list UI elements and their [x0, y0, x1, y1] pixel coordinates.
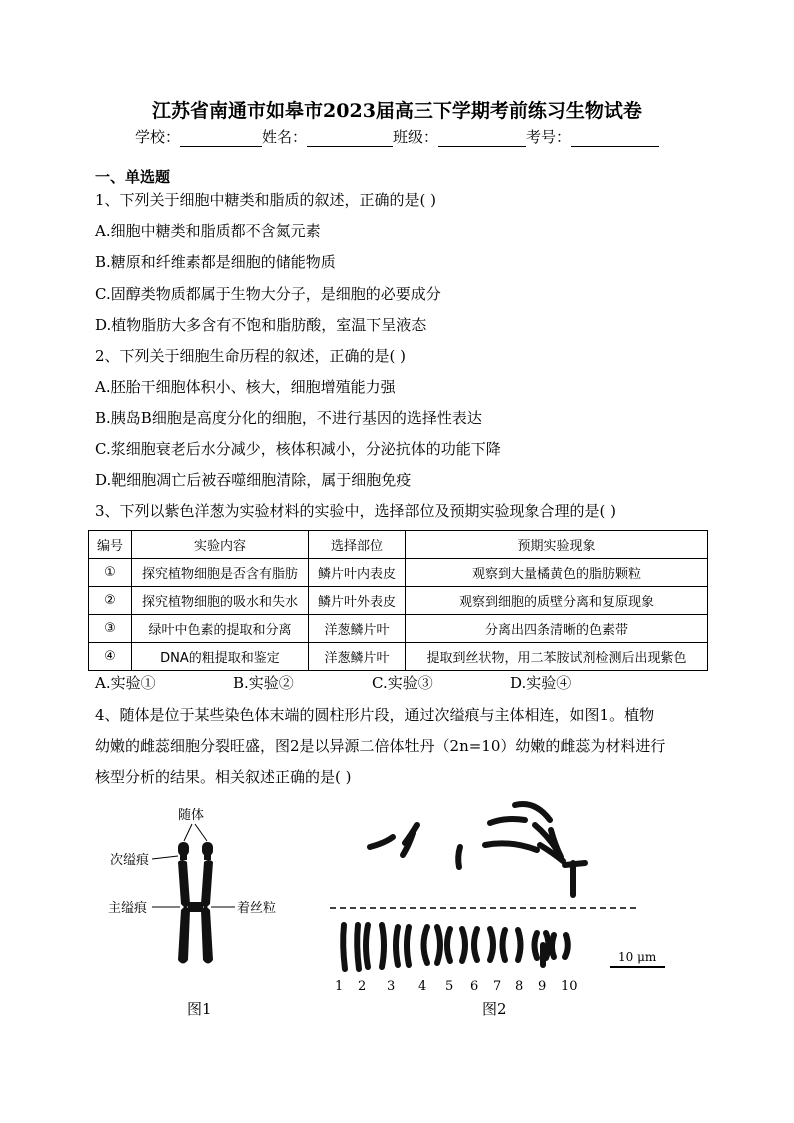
- table-cell: ④: [89, 643, 132, 671]
- table-cell: DNA的粗提取和鉴定: [132, 643, 309, 671]
- chromosome-numbers: [335, 979, 578, 994]
- chromosome-shape: [178, 842, 213, 964]
- chromosome-number: 8: [515, 979, 524, 994]
- table-header-cell: 预期实验现象: [406, 531, 708, 559]
- figure-2-karyotype: [325, 795, 675, 1025]
- figure-1-chromosome-diagram: [100, 800, 300, 1025]
- table-row: [89, 559, 708, 587]
- figure-1-caption: 图1: [187, 1000, 212, 1018]
- table-row: [89, 587, 708, 615]
- chromosome-number: 7: [493, 979, 502, 994]
- table-cell: 绿叶中色素的提取和分离: [132, 615, 309, 643]
- student-info-line: [0, 126, 794, 147]
- question-4-line-1: 4、随体是位于某些染色体末端的圆柱形片段，通过次缢痕与主体相连，如图1。植物: [95, 706, 655, 724]
- table-cell: 观察到大量橘黄色的脂肪颗粒: [406, 559, 708, 587]
- table-cell: 提取到丝状物，用二苯胺试剂检测后出现紫色: [406, 643, 708, 671]
- scale-bar-label: 10 μm: [618, 950, 657, 964]
- question-2-option-b: B.胰岛B细胞是高度分化的细胞，不进行基因的选择性表达: [95, 409, 482, 427]
- question-3-option-c: C.实验③: [372, 674, 433, 692]
- chromosome-number: 3: [387, 979, 396, 994]
- table-row: [89, 615, 708, 643]
- name-blank[interactable]: [307, 130, 393, 147]
- experiment-table: [88, 530, 708, 671]
- school-blank[interactable]: [180, 130, 262, 147]
- question-2-stem: 2、下列关于细胞生命历程的叙述，正确的是( ): [95, 347, 407, 365]
- metaphase-spread: [370, 804, 585, 895]
- question-2-option-a: A.胚胎干细胞体积小、核大，细胞增殖能力强: [95, 378, 396, 396]
- table-header-cell: 编号: [89, 531, 132, 559]
- chromosome-number: 10: [561, 979, 578, 994]
- question-3-option-a: A.实验①: [95, 674, 156, 692]
- figure-2-caption: 图2: [482, 1000, 507, 1018]
- chromosome-number: 2: [358, 979, 367, 994]
- table-header-cell: 实验内容: [132, 531, 309, 559]
- question-1-option-d: D.植物脂肪大多含有不饱和脂肪酸，室温下呈液态: [95, 316, 427, 334]
- question-3-option-b: B.实验②: [233, 674, 294, 692]
- label-satellite: 随体: [178, 808, 205, 823]
- school-label: 学校：: [134, 128, 180, 146]
- exam-number-blank[interactable]: [571, 130, 659, 147]
- question-3-option-d: D.实验④: [510, 674, 572, 692]
- chromosome-number: 1: [335, 979, 344, 994]
- question-1-option-b: B.糖原和纤维素都是细胞的储能物质: [95, 253, 336, 271]
- table-header-cell: 选择部位: [309, 531, 406, 559]
- chromosome-number: 9: [538, 979, 547, 994]
- question-1-option-c: C.固醇类物质都属于生物大分子，是细胞的必要成分: [95, 285, 441, 303]
- table-cell: 分离出四条清晰的色素带: [406, 615, 708, 643]
- name-label: 姓名：: [261, 128, 307, 146]
- label-secondary-constriction: 次缢痕: [110, 853, 150, 868]
- table-row: [89, 643, 708, 671]
- chromosome-number: 6: [470, 979, 479, 994]
- table-cell: 探究植物细胞的吸水和失水: [132, 587, 309, 615]
- page-title: 江苏省南通市如皋市2023届高三下学期考前练习生物试卷: [152, 100, 642, 122]
- exam-number-label: 考号：: [526, 128, 572, 146]
- question-4-line-2: 幼嫩的雌蕊细胞分裂旺盛，图2是以异源二倍体牡丹（2n=10）幼嫩的雌蕊为材料进行: [95, 737, 666, 755]
- question-2-option-d: D.靶细胞凋亡后被吞噬细胞清除，属于细胞免疫: [95, 471, 412, 489]
- table-cell: 洋葱鳞片叶: [309, 615, 406, 643]
- class-blank[interactable]: [438, 130, 526, 147]
- table-cell: ①: [89, 559, 132, 587]
- question-1-option-a: A.细胞中糖类和脂质都不含氮元素: [95, 222, 321, 240]
- class-label: 班级：: [393, 128, 439, 146]
- label-centromere: 着丝粒: [237, 901, 277, 916]
- table-cell: 鳞片叶外表皮: [309, 587, 406, 615]
- label-primary-constriction: 主缢痕: [108, 901, 148, 916]
- table-cell: 探究植物细胞是否含有脂肪: [132, 559, 309, 587]
- question-4-line-3: 核型分析的结果。相关叙述正确的是( ): [95, 768, 352, 786]
- table-header-row: [89, 531, 708, 559]
- karyotype-pairs: [343, 925, 568, 969]
- chromosome-number: 5: [445, 979, 454, 994]
- section-heading: 一、单选题: [95, 168, 171, 186]
- chromosome-number: 4: [418, 979, 427, 994]
- question-1-stem: 1、下列关于细胞中糖类和脂质的叙述，正确的是( ): [95, 191, 437, 209]
- question-2-option-c: C.浆细胞衰老后水分减少，核体积减小，分泌抗体的功能下降: [95, 440, 501, 458]
- table-cell: ③: [89, 615, 132, 643]
- question-3-stem: 3、下列以紫色洋葱为实验材料的实验中，选择部位及预期实验现象合理的是( ): [95, 502, 617, 520]
- table-cell: 洋葱鳞片叶: [309, 643, 406, 671]
- table-cell: 观察到细胞的质壁分离和复原现象: [406, 587, 708, 615]
- table-cell: 鳞片叶内表皮: [309, 559, 406, 587]
- table-cell: ②: [89, 587, 132, 615]
